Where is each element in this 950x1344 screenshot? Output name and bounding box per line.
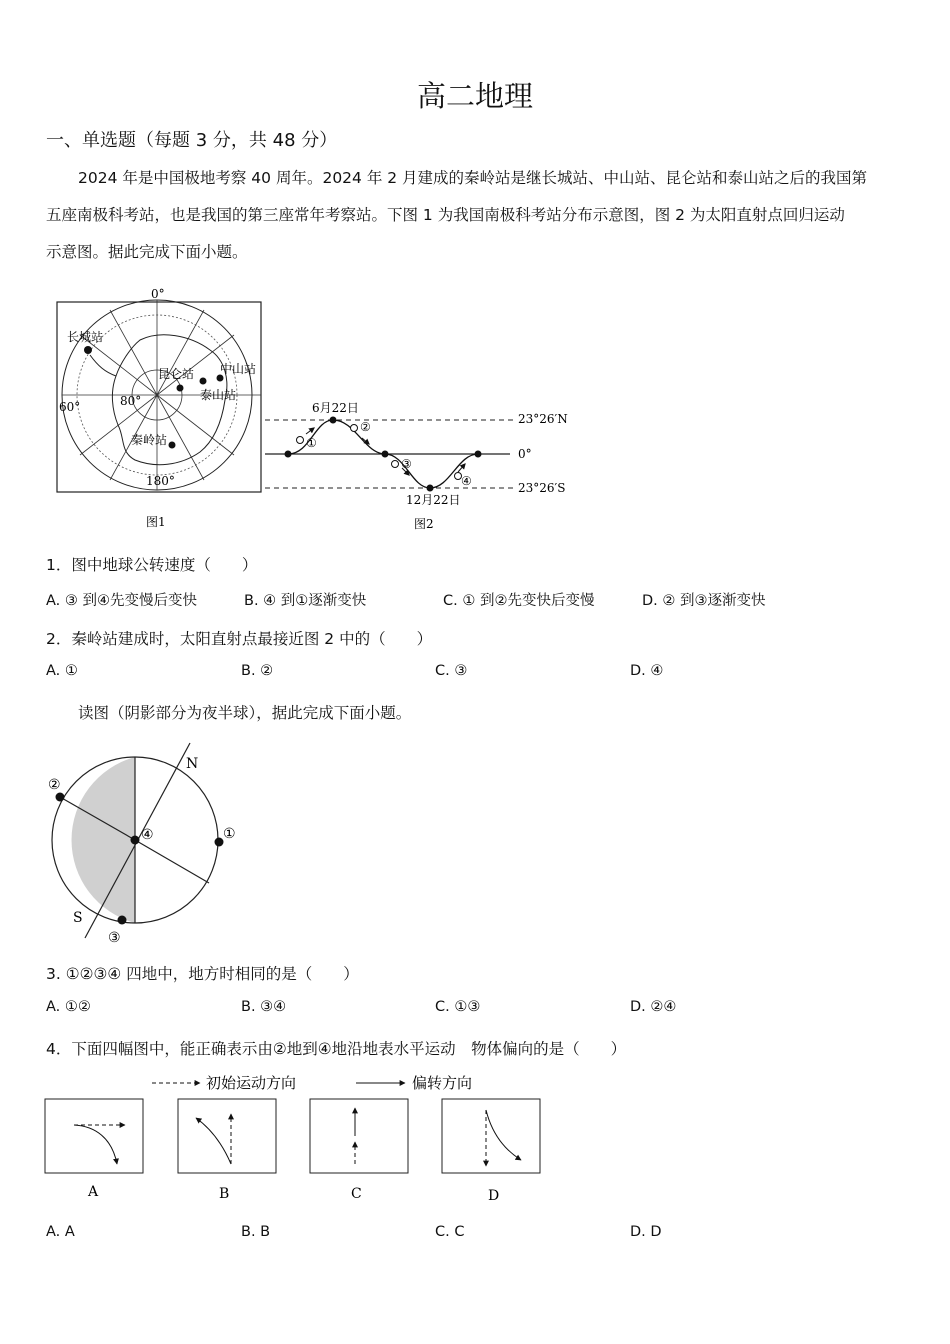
q2-option-d[interactable]: D. ④	[630, 663, 664, 679]
q1-option-a[interactable]: A. ③ 到④先变慢后变快	[46, 593, 197, 609]
station-qinling-dot	[169, 442, 176, 449]
station-changcheng-label: 长城站	[67, 330, 104, 344]
fig2-point-1: ①	[306, 436, 317, 450]
panel-b-label: B	[219, 1186, 230, 1202]
q4-stem: 4．下面四幅图中，能正确表示由②地到④地沿地表水平运动 物体偏向的是（ ）	[46, 1040, 627, 1058]
fig2-caption: 图2	[414, 517, 434, 531]
page-title: 高二地理	[416, 79, 533, 113]
q2-option-b[interactable]: B. ②	[241, 663, 274, 679]
q4-option-c[interactable]: C. C	[435, 1224, 465, 1240]
fig1-caption: 图1	[146, 515, 166, 529]
station-kunlun-label: 昆仑站	[158, 367, 195, 381]
intro2: 读图（阴影部分为夜半球），据此完成下面小题。	[78, 704, 412, 722]
globe-point-3-label: ③	[108, 930, 121, 946]
fig2-date-bottom: 12月22日	[406, 493, 461, 507]
fig2-lat-s: 23°26′S	[518, 481, 566, 495]
daynight-globe	[40, 738, 260, 950]
fig2-date-top: 6月22日	[312, 401, 359, 415]
lon-label-bottom: 180°	[146, 474, 175, 488]
globe-point-4-dot	[131, 836, 140, 845]
station-taishan-label: 泰山站	[200, 388, 237, 402]
globe-point-2-dot	[56, 793, 65, 802]
globe-north-label: N	[186, 756, 199, 772]
intro1-line1: 2024 年是中国极地考察 40 周年。2024 年 2 月建成的秦岭站是继长城站、中山站、昆仑站和泰山站之后的我国第	[78, 169, 868, 187]
legend-initial-direction: 初始运动方向	[206, 1074, 297, 1092]
q1-option-d[interactable]: D. ② 到③逐渐变快	[642, 593, 766, 609]
panel-a	[45, 1099, 143, 1200]
q1-stem: 1．图中地球公转速度（ ）	[46, 556, 258, 574]
deflection-legend	[152, 1074, 472, 1092]
q3-option-c[interactable]: C. ①③	[435, 999, 481, 1015]
q1-option-c[interactable]: C. ① 到②先变快后变慢	[443, 593, 595, 609]
panel-b	[178, 1099, 276, 1202]
antarctica-map	[57, 287, 261, 529]
station-taishan-dot	[200, 378, 207, 385]
fig2-point-2: ②	[360, 420, 371, 434]
q4-option-b[interactable]: B. B	[241, 1224, 271, 1240]
panel-a-label: A	[88, 1184, 99, 1200]
lon-label-left: 60°	[59, 400, 81, 414]
panel-d	[442, 1099, 540, 1204]
globe-point-2-label: ②	[48, 777, 61, 793]
panel-c	[310, 1099, 408, 1202]
q3-option-b[interactable]: B. ③④	[241, 999, 287, 1015]
fig2-lat-n: 23°26′N	[518, 412, 568, 426]
lat-label: 80°	[120, 394, 142, 408]
figure-1-2	[40, 280, 580, 540]
globe-south-label: S	[73, 910, 83, 926]
panel-c-label: C	[351, 1186, 362, 1202]
q1-option-b[interactable]: B. ④ 到①逐渐变快	[244, 593, 367, 609]
globe-point-1-label: ①	[223, 826, 236, 842]
q4-option-a[interactable]: A. A	[46, 1224, 75, 1240]
fig2-lat-0: 0°	[518, 447, 532, 461]
q2-stem: 2．秦岭站建成时，太阳直射点最接近图 2 中的（ ）	[46, 630, 433, 648]
fig2-point-3: ③	[401, 457, 412, 471]
q3-stem: 3. ①②③④ 四地中，地方时相同的是（ ）	[46, 965, 359, 983]
q2-option-a[interactable]: A. ①	[46, 663, 78, 679]
panel-d-label: D	[488, 1188, 500, 1204]
intro1-line3: 示意图。据此完成下面小题。	[46, 243, 248, 261]
q3-option-a[interactable]: A. ①②	[46, 999, 91, 1015]
station-changcheng-dot	[84, 346, 92, 354]
lon-label-top: 0°	[151, 287, 165, 301]
globe-point-4-label: ④	[141, 827, 154, 843]
station-kunlun-dot	[177, 385, 184, 392]
fig2-point-4: ④	[461, 474, 472, 488]
globe-point-3-dot	[118, 916, 127, 925]
sun-migration-chart	[265, 401, 568, 531]
legend-deflection-direction: 偏转方向	[412, 1074, 473, 1092]
q2-option-c[interactable]: C. ③	[435, 663, 468, 679]
station-qinling-label: 秦岭站	[131, 433, 168, 447]
station-zhongshan-label: 中山站	[220, 362, 257, 376]
q4-option-d[interactable]: D. D	[630, 1224, 662, 1240]
deflection-figure	[40, 1068, 560, 1208]
q3-option-d[interactable]: D. ②④	[630, 999, 677, 1015]
section-heading: 一、单选题（每题 3 分，共 48 分）	[46, 130, 338, 151]
intro1-line2: 五座南极科考站，也是我国的第三座常年考察站。下图 1 为我国南极科考站分布示意图，图 2 为太阳直射点回归运动	[46, 206, 845, 224]
